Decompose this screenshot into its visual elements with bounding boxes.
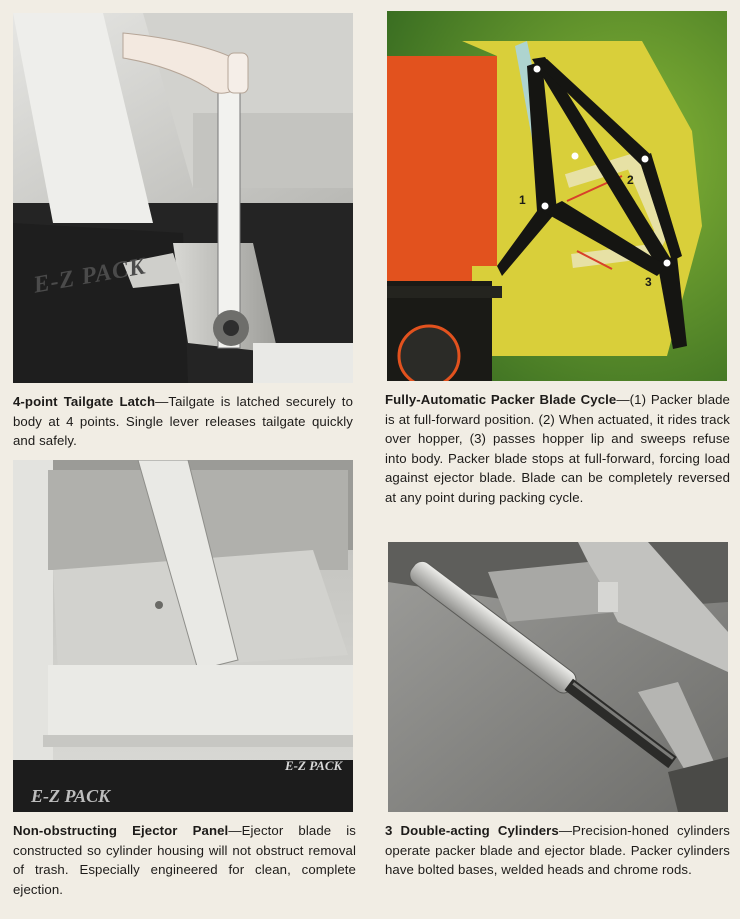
ejector-panel-photo <box>13 460 353 812</box>
packer-caption <box>385 390 730 507</box>
packer-marker-1: 1 <box>519 193 526 207</box>
cylinders-caption <box>385 821 730 880</box>
packer-caption-body: —(1) Packer blade is at full-forward position. (2) When actuated, it rides track over hopper, (3) passes hopper lip and sweeps refuse into body. Packer blade stops at full-forward, forcing load against ejector blade. Blade can be completely reversed at any point during packing cycle. <box>385 392 730 505</box>
ejector-caption-body: —Ejector blade is constructed so cylinder housing will not obstruct removal of trash. Especially engineered for clean, complete ejection. <box>13 823 356 897</box>
cylinders-caption-title: 3 Double-acting Cylinders <box>385 823 559 838</box>
packer-marker-3: 3 <box>645 275 652 289</box>
tailgate-caption <box>13 392 353 451</box>
ejector-brand-text-left: E-Z PACK <box>31 786 111 806</box>
ejector-caption-title: Non-obstructing Ejector Panel <box>13 823 229 838</box>
packer-caption-title: Fully-Automatic Packer Blade Cycle <box>385 392 617 407</box>
tailgate-caption-title: 4-point Tailgate Latch <box>13 394 156 409</box>
packer-blade-illustration <box>387 11 727 381</box>
tailgate-latch-photo <box>13 13 353 383</box>
ejector-brand-text-right: E-Z PACK <box>285 758 343 773</box>
tailgate-caption-body: —Tailgate is latched securely to body at 4 points. Single lever releases tailgate quickly and safely. <box>13 394 354 448</box>
cylinders-photo <box>388 542 728 812</box>
tailgate-brand-text: E-Z PACK <box>31 253 148 299</box>
ejector-caption <box>13 821 356 899</box>
packer-marker-2: 2 <box>627 173 634 187</box>
cylinders-caption-body: —Precision-honed cylinders operate packer blade and ejector blade. Packer cylinders have bolted bases, welded heads and chrome rods. <box>385 823 730 877</box>
